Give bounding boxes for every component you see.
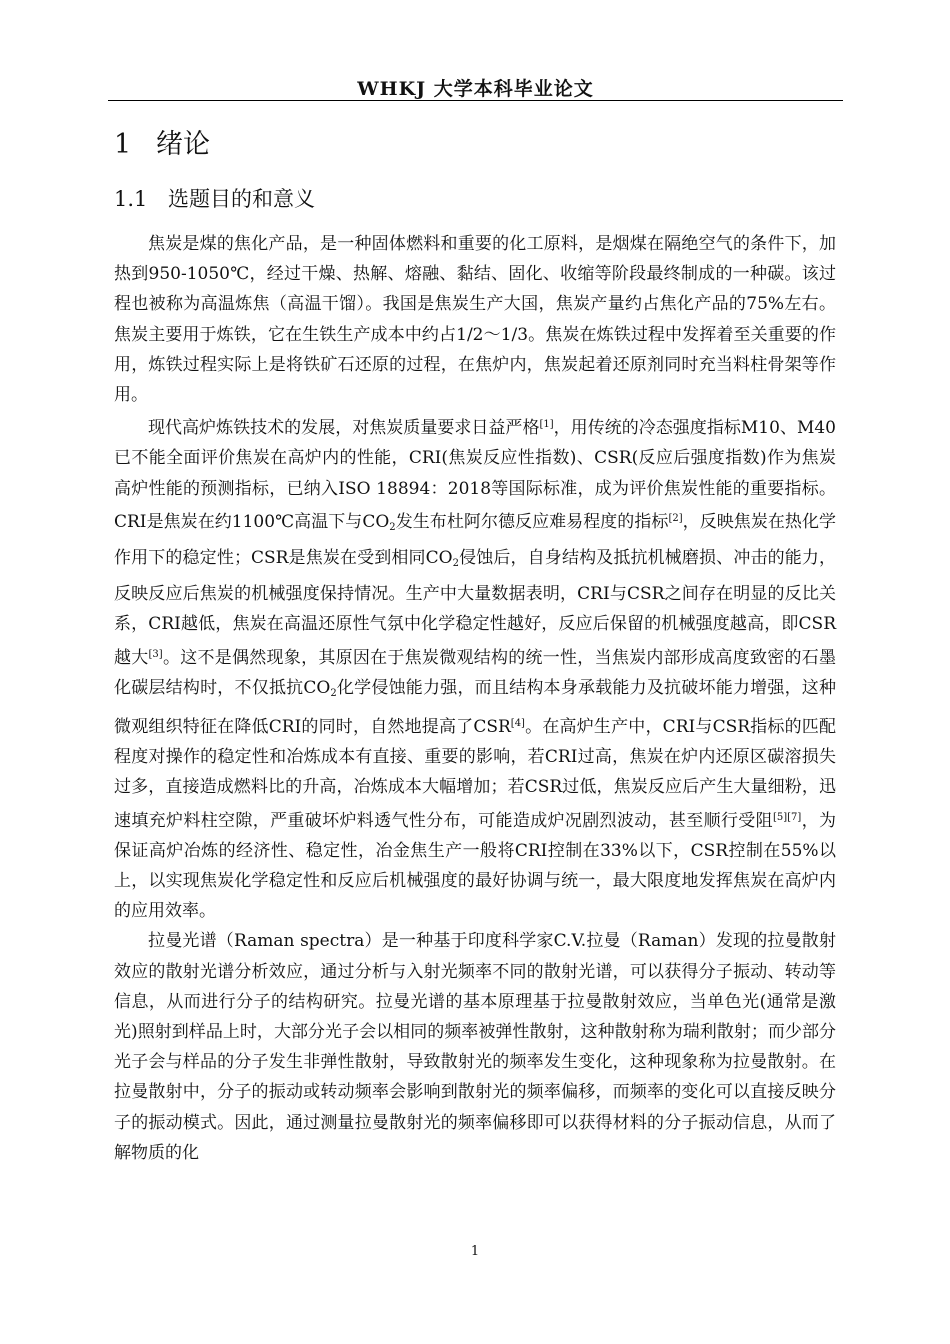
p2-text: 现代高炉炼铁技术的发展，对焦炭质量要求日益严格 xyxy=(148,418,540,439)
chapter-title: 绪论 xyxy=(156,129,210,160)
p2-text: 化学侵蚀能力强，而且结构本身承载能力及抗破坏能力增强，这种微观组织特征在降低CRI的同时，自然地提高了CSR xyxy=(114,677,837,738)
paragraph-2 xyxy=(114,410,836,926)
citation-3: [3] xyxy=(148,648,163,660)
body-text xyxy=(114,229,836,1168)
p2-text: 。在高炉生产中，CRI与CSR指标的匹配程度对操作的稳定性和冶炼成本有直接、重要的影响，若CRI过高，焦炭在炉内还原区碳溶损失过多，直接造成燃料比的升高，冶炼成本大幅增加；若CSR过低，焦炭反应后产生大量细粉，迅速填充炉料柱空隙，严重破坏炉料透气性分布，可能造成炉况剧烈波动，甚至顺行受阻 xyxy=(114,717,836,831)
co2-subscript: 2 xyxy=(452,558,459,570)
co2-subscript: 2 xyxy=(330,687,337,699)
section-number: 1.1 xyxy=(114,187,148,211)
page-number: 1 xyxy=(470,1244,480,1259)
section-heading xyxy=(114,183,315,213)
citation-2: [2] xyxy=(668,512,683,524)
paragraph-1: 焦炭是煤的焦化产品，是一种固体燃料和重要的化工原料，是烟煤在隔绝空气的条件下，加热到950-1050℃，经过干燥、热解、熔融、黏结、固化、收缩等阶段最终制成的一种碳。该过程也被称为高温炼焦（高温干馏）。我国是焦炭生产大国，焦炭产量约占焦化产品的75%左右。焦炭主要用于炼铁，它在生铁生产成本中约占1/2～1/3。焦炭在炼铁过程中发挥着至关重要的作用，炼铁过程实际上是将铁矿石还原的过程，在焦炉内，焦炭起着还原剂同时充当料柱骨架等作用。 xyxy=(114,234,836,406)
p2-text: ，用传统的冷态强度指标M10、M40已不能全面评价焦炭在高炉内的性能，CRI(焦炭反应性指数)、CSR(反应后强度指数)作为焦炭高炉性能的预测指标，已纳入ISO 18894：2018等国际标准，成为评价焦炭性能的重要指标。CRI是焦炭在约1100℃高温下与CO xyxy=(114,418,837,532)
chapter-heading xyxy=(114,122,210,161)
p2-text: 侵蚀后，自身结构及抵抗机械磨损、冲击的能力，反映反应后焦炭的机械强度保持情况。生产中大量数据表明，CRI与CSR之间存在明显的反比关系，CRI越低，焦炭在高温还原性气氛中化学稳定性越好，反应后保留的机械强度越高，即CSR越大 xyxy=(114,548,837,668)
citation-4: [4] xyxy=(510,718,525,730)
p2-text: ，为保证高炉冶炼的经济性、稳定性，冶金焦生产一般将CRI控制在33%以下，CSR控制在55%以上，以实现焦炭化学稳定性和反应后机械强度的最好协调与统一，最大限度地发挥焦炭在高炉内的应用效率。 xyxy=(114,810,837,922)
p2-text: 发生布杜阿尔德反应难易程度的指标 xyxy=(395,511,669,532)
chapter-number: 1 xyxy=(114,129,132,160)
section-title: 选题目的和意义 xyxy=(168,187,315,211)
citation-5-7: [5][7] xyxy=(772,811,802,823)
citation-1: [1] xyxy=(539,419,554,431)
p2-text: ，反映焦炭在热化学作用下的稳定性；CSR是焦炭在受到相同CO xyxy=(114,511,837,569)
co2-subscript: 2 xyxy=(389,521,396,533)
header-rule xyxy=(108,100,843,101)
paragraph-3: 拉曼光谱（Raman spectra）是一种基于印度科学家C.V.拉曼（Raman）发现的拉曼散射效应的散射光谱分析效应，通过分析与入射光频率不同的散射光谱，可以获得分子振动、转动等信息，从而进行分子的结构研究。拉曼光谱的基本原理基于拉曼散射效应，当单色光(通常是激光)照射到样品上时，大部分光子会以相同的频率被弹性散射，这种散射称为瑞利散射；而少部分光子会与样品的分子发生非弹性散射，导致散射光的频率发生变化，这种现象称为拉曼散射。在拉曼散射中，分子的振动或转动频率会影响到散射光的频率偏移，而频率的变化可以直接反映分子的振动模式。因此，通过测量拉曼散射光的频率偏移即可以获得材料的分子振动信息，从而了解物质的化 xyxy=(114,931,836,1163)
p2-text: 。这不是偶然现象，其原因在于焦炭微观结构的统一性，当焦炭内部形成高度致密的石墨化碳层结构时，不仅抵抗CO xyxy=(114,647,837,698)
page-header: WHKJ 大学本科毕业论文 xyxy=(357,78,594,100)
